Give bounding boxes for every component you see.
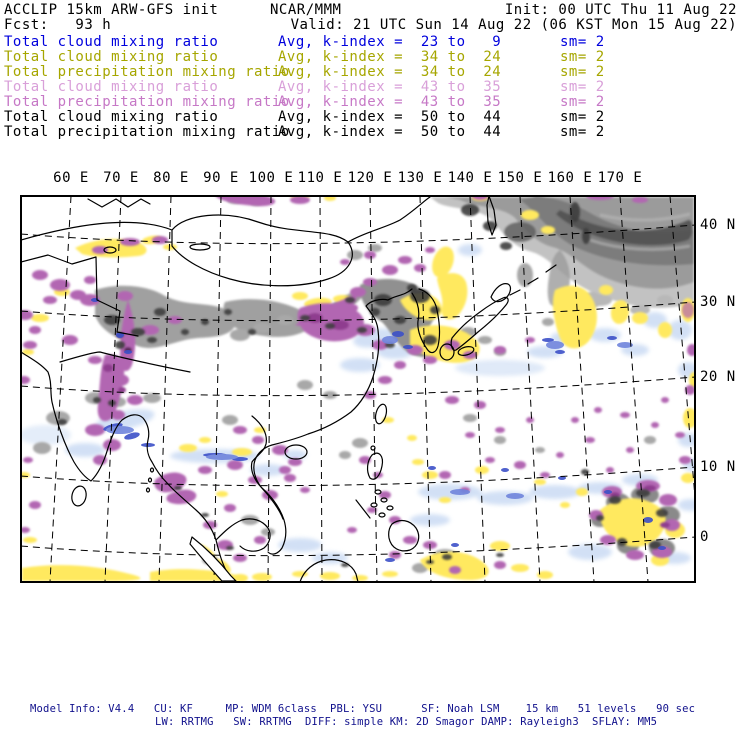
product-title: ACCLIP 15km ARW-GFS init — [4, 2, 219, 18]
y-axis-label: 20 N — [700, 369, 736, 385]
legend-stat: Avg, k-index = 50 to 44 — [278, 109, 502, 125]
legend-stat: Avg, k-index = 23 to 9 — [278, 34, 502, 50]
legend-sm: sm= 2 — [560, 124, 605, 140]
x-axis-label: 80 E — [153, 170, 189, 186]
x-axis-label: 140 E — [447, 170, 493, 186]
legend-sm: sm= 2 — [560, 109, 605, 125]
legend-sm: sm= 2 — [560, 64, 605, 80]
legend-sm: sm= 2 — [560, 79, 605, 95]
legend-field: Total cloud mixing ratio — [4, 109, 219, 125]
legend-field: Total cloud mixing ratio — [4, 49, 219, 65]
valid-time: Valid: 21 UTC Sun 14 Aug 22 (06 KST Mon 15 Aug 22) — [290, 17, 737, 33]
init-time: Init: 00 UTC Thu 11 Aug 22 — [504, 2, 737, 18]
x-axis-label: 170 E — [597, 170, 643, 186]
x-axis-label: 110 E — [297, 170, 343, 186]
legend-stat: Avg, k-index = 50 to 44 — [278, 124, 502, 140]
y-axis-label: 10 N — [700, 459, 736, 475]
y-axis-label: 40 N — [700, 217, 736, 233]
forecast-hour: Fcst: 93 h — [4, 17, 112, 33]
legend-field: Total precipitation mixing ratio — [4, 124, 290, 140]
org-label: NCAR/MMM — [270, 2, 342, 18]
x-axis-label: 70 E — [103, 170, 139, 186]
x-axis-label: 60 E — [53, 170, 89, 186]
legend-stat: Avg, k-index = 34 to 24 — [278, 49, 502, 65]
x-axis-label: 120 E — [347, 170, 393, 186]
model-info-line1: Model Info: V4.4 CU: KF MP: WDM 6class PBL: YSU SF: Noah LSM 15 km 51 levels 90 sec — [30, 703, 696, 715]
legend-sm: sm= 2 — [560, 94, 605, 110]
legend-stat: Avg, k-index = 43 to 35 — [278, 94, 502, 110]
legend-sm: sm= 2 — [560, 49, 605, 65]
y-axis-label: 0 — [700, 529, 709, 545]
legend-field: Total cloud mixing ratio — [4, 34, 219, 50]
legend-sm: sm= 2 — [560, 34, 605, 50]
legend-field: Total precipitation mixing ratio — [4, 64, 290, 80]
x-axis-label: 90 E — [203, 170, 239, 186]
x-axis-label: 150 E — [497, 170, 543, 186]
legend-field: Total cloud mixing ratio — [4, 79, 219, 95]
legend-stat: Avg, k-index = 34 to 24 — [278, 64, 502, 80]
legend-field: Total precipitation mixing ratio — [4, 94, 290, 110]
x-axis-label: 100 E — [248, 170, 294, 186]
legend-stat: Avg, k-index = 43 to 35 — [278, 79, 502, 95]
y-axis-label: 30 N — [700, 294, 736, 310]
model-info-line2: LW: RRTMG SW: RRTMG DIFF: simple KM: 2D Smagor DAMP: Rayleigh3 SFLAY: MM5 — [155, 716, 658, 728]
x-axis-label: 130 E — [397, 170, 443, 186]
x-axis-label: 160 E — [547, 170, 593, 186]
